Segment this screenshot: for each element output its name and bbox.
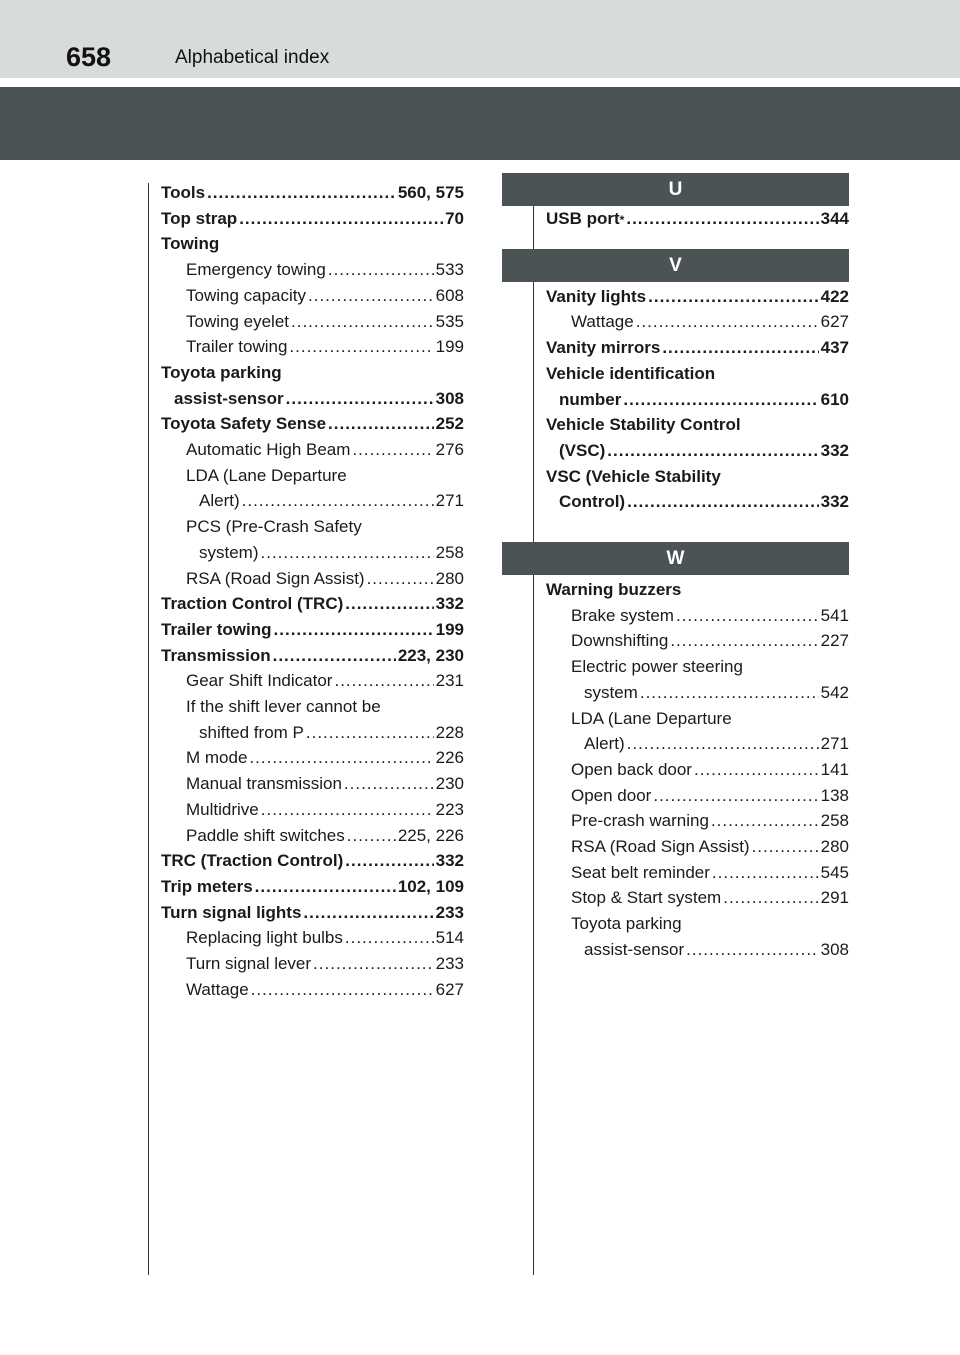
entry-page-ref: 226	[435, 748, 464, 768]
leader-dots	[289, 334, 433, 360]
entry-label: Trailer towing	[161, 619, 272, 639]
entry-label: Electric power steering	[571, 657, 743, 677]
entry-label: Control)	[559, 492, 626, 512]
entry-page-ref: 138	[820, 785, 849, 805]
page-number: 658	[66, 42, 112, 72]
entry-label: Replacing light bulbs	[186, 928, 343, 948]
entry-page-ref: 199	[435, 337, 464, 357]
entry-page-ref: 308	[435, 388, 464, 408]
entry-page-ref: 332	[435, 851, 464, 871]
entry-page-ref: 541	[820, 605, 849, 625]
entry-page-ref: 608	[435, 285, 464, 305]
entry-page-ref: 514	[435, 928, 464, 948]
index-entry	[161, 668, 464, 694]
entry-label: Paddle shift switches	[186, 825, 345, 845]
leader-dots	[712, 860, 819, 886]
leader-dots	[242, 488, 434, 514]
entry-label: PCS (Pre-Crash Safety	[186, 517, 362, 537]
entry-label: Automatic High Beam	[186, 440, 351, 460]
index-entry	[161, 745, 464, 771]
index-entry	[161, 694, 464, 720]
entry-label: system	[584, 682, 638, 702]
index-entry	[546, 834, 849, 860]
entry-page-ref: 332	[435, 594, 464, 614]
leader-dots	[676, 603, 819, 629]
entry-label: Toyota parking	[161, 362, 282, 382]
leader-dots	[694, 757, 819, 783]
index-entry	[161, 386, 464, 412]
index-entry	[161, 848, 464, 874]
index-entry	[546, 680, 849, 706]
entry-page-ref: 228	[435, 722, 464, 742]
leader-dots	[352, 437, 433, 463]
index-entry	[546, 731, 849, 757]
entry-label: Wattage	[186, 979, 249, 999]
entry-label: Toyota parking	[571, 914, 682, 934]
entry-label: shifted from P	[199, 722, 304, 742]
index-entry	[161, 309, 464, 335]
entry-page-ref: 258	[820, 811, 849, 831]
index-entry	[546, 654, 849, 680]
leader-dots	[686, 937, 818, 963]
leader-dots	[291, 309, 434, 335]
index-column-right	[546, 180, 849, 963]
index-entry	[161, 977, 464, 1003]
entry-label: assist-sensor	[174, 388, 284, 408]
section-v-entries	[546, 284, 849, 515]
entry-page-ref: 610	[820, 389, 849, 409]
entry-page-ref: 437	[820, 338, 849, 358]
leader-dots	[249, 745, 433, 771]
entry-page-ref: 332	[820, 440, 849, 460]
index-entry	[161, 360, 464, 386]
index-entry	[161, 771, 464, 797]
entry-label: VSC (Vehicle Stability	[546, 466, 721, 486]
entry-label: Emergency towing	[186, 260, 326, 280]
leader-dots	[274, 617, 434, 643]
entry-page-ref: 252	[435, 414, 464, 434]
leader-dots	[306, 720, 434, 746]
entry-label: Traction Control (TRC)	[161, 594, 344, 614]
index-entry	[546, 489, 849, 515]
index-entry	[546, 706, 849, 732]
entry-label: RSA (Road Sign Assist)	[571, 837, 750, 857]
leader-dots	[345, 925, 434, 951]
index-entry	[161, 257, 464, 283]
index-entry	[161, 206, 464, 232]
index-entry	[546, 577, 849, 603]
entry-label: Manual transmission	[186, 774, 342, 794]
entry-page-ref: 276	[435, 440, 464, 460]
index-entry	[546, 464, 849, 490]
leader-dots	[711, 808, 819, 834]
entry-page-ref: 344	[820, 209, 849, 228]
index-entry	[161, 437, 464, 463]
index-entry	[546, 885, 849, 911]
leader-dots	[623, 387, 818, 413]
leader-dots	[308, 283, 434, 309]
index-entry	[161, 334, 464, 360]
entry-label: LDA (Lane Departure	[186, 465, 347, 485]
index-entry	[161, 720, 464, 746]
entry-page-ref: 70	[445, 208, 464, 228]
leader-dots	[345, 591, 433, 617]
leader-dots	[344, 771, 434, 797]
leader-dots	[345, 848, 433, 874]
leader-dots	[251, 977, 434, 1003]
entry-page-ref: 231	[435, 671, 464, 691]
entry-page-ref: 560, 575	[397, 183, 464, 202]
entry-label: Vehicle Stability Control	[546, 415, 741, 435]
entry-label: Top strap	[161, 208, 238, 228]
index-entry	[161, 643, 464, 669]
index-entry	[546, 783, 849, 809]
index-entry	[546, 387, 849, 413]
section-u-entries	[546, 206, 849, 232]
entry-label: USB port	[546, 209, 620, 228]
leader-dots	[367, 566, 434, 592]
entry-label: system)	[199, 542, 259, 562]
entry-page-ref: 535	[435, 311, 464, 331]
entry-page-ref: 233	[435, 902, 464, 922]
entry-label: M mode	[186, 748, 248, 768]
entry-page-ref: 627	[820, 312, 849, 332]
entry-page-ref: 271	[435, 491, 464, 511]
index-entry	[161, 283, 464, 309]
entry-page-ref: 308	[820, 939, 849, 959]
entry-page-ref: 542	[820, 682, 849, 702]
leader-dots	[723, 885, 818, 911]
leader-dots	[653, 783, 818, 809]
leader-dots	[640, 680, 819, 706]
entry-label: Multidrive	[186, 799, 259, 819]
entry-label: assist-sensor	[584, 939, 685, 959]
entry-label: Towing capacity	[186, 285, 307, 305]
leader-dots	[648, 284, 818, 310]
entry-label: If the shift lever cannot be	[186, 697, 381, 717]
entry-page-ref: 332	[820, 492, 849, 512]
entry-page-ref: 199	[435, 619, 464, 639]
index-entry	[546, 911, 849, 937]
index-entry	[161, 231, 464, 257]
index-entry	[161, 514, 464, 540]
index-entry	[546, 309, 849, 335]
index-entry	[546, 438, 849, 464]
leader-dots	[286, 386, 434, 412]
entry-label: Wattage	[571, 312, 634, 332]
section-header-u: U	[502, 173, 849, 206]
entry-label: Downshifting	[571, 631, 669, 651]
index-entry	[161, 180, 464, 206]
leader-dots	[239, 206, 443, 232]
index-entry	[161, 925, 464, 951]
entry-label: Pre-crash warning	[571, 811, 709, 831]
entry-label: Seat belt reminder	[571, 862, 710, 882]
leader-dots	[627, 489, 819, 515]
index-entry	[546, 860, 849, 886]
entry-label: Alert)	[584, 734, 625, 754]
leader-dots	[662, 335, 818, 361]
entry-label: Tools	[161, 183, 206, 202]
index-entry	[161, 488, 464, 514]
leader-dots	[303, 900, 433, 926]
index-entry	[161, 823, 464, 849]
entry-page-ref: 227	[820, 631, 849, 651]
index-entry	[546, 603, 849, 629]
entry-page-ref: 141	[820, 759, 849, 779]
entry-label: Gear Shift Indicator	[186, 671, 333, 691]
index-entry	[161, 797, 464, 823]
leader-dots	[261, 797, 434, 823]
left-column-rule	[148, 183, 149, 1275]
entry-label: Turn signal lights	[161, 902, 302, 922]
entry-page-ref: 533	[435, 260, 464, 280]
entry-label: Turn signal lever	[186, 954, 312, 974]
index-entry	[161, 617, 464, 643]
entry-page-ref: 258	[435, 542, 464, 562]
entry-label: Open door	[571, 785, 652, 805]
index-entry	[546, 757, 849, 783]
leader-dots	[670, 628, 818, 654]
entry-page-ref: 230	[435, 774, 464, 794]
entry-label: Vanity mirrors	[546, 338, 661, 358]
leader-dots	[328, 257, 434, 283]
entry-label: TRC (Traction Control)	[161, 851, 344, 871]
index-entry	[546, 412, 849, 438]
entry-label: Towing eyelet	[186, 311, 290, 331]
index-entry	[546, 628, 849, 654]
leader-dots	[626, 206, 818, 232]
entry-label: Brake system	[571, 605, 674, 625]
entry-page-ref: 280	[435, 568, 464, 588]
entry-page-ref: 545	[820, 862, 849, 882]
section-header-w: W	[502, 542, 849, 575]
header-band	[0, 87, 960, 160]
entry-label: (VSC)	[559, 440, 606, 460]
index-entry	[546, 284, 849, 310]
leader-dots	[752, 834, 819, 860]
index-entry	[161, 540, 464, 566]
leader-dots	[607, 438, 818, 464]
entry-page-ref: 233	[435, 954, 464, 974]
entry-page-ref: 627	[435, 979, 464, 999]
entry-label: Vehicle identification	[546, 363, 716, 383]
leader-dots	[207, 180, 396, 206]
right-column-rule	[533, 183, 534, 1275]
entry-page-ref: 271	[820, 734, 849, 754]
leader-dots	[273, 643, 396, 669]
entry-page-ref: 280	[820, 837, 849, 857]
index-entry	[161, 411, 464, 437]
section-header-v: V	[502, 249, 849, 282]
index-column-left	[161, 180, 464, 1003]
index-entry	[161, 566, 464, 592]
index-entry	[161, 874, 464, 900]
entry-page-ref: 223	[435, 799, 464, 819]
page-title: Alphabetical index	[175, 47, 330, 68]
index-entry	[161, 591, 464, 617]
entry-label: Toyota Safety Sense	[161, 414, 327, 434]
entry-page-ref: 225, 226	[397, 825, 464, 845]
leader-dots	[255, 874, 396, 900]
index-entry	[161, 951, 464, 977]
index-entry	[546, 335, 849, 361]
leader-dots	[334, 668, 433, 694]
index-entry	[546, 937, 849, 963]
entry-page-ref: 422	[820, 286, 849, 306]
index-entry	[546, 361, 849, 387]
index-entry	[161, 900, 464, 926]
index-entry	[161, 463, 464, 489]
index-entry: USB port * ..... 344	[546, 206, 849, 232]
entry-label: Open back door	[571, 759, 692, 779]
entry-label: Alert)	[199, 491, 240, 511]
entry-label: number	[559, 389, 622, 409]
entry-label: Stop & Start system	[571, 888, 722, 908]
entry-page-ref: 291	[820, 888, 849, 908]
entry-page-ref: 223, 230	[397, 645, 464, 665]
section-w-entries	[546, 577, 849, 963]
leader-dots	[627, 731, 819, 757]
header-bar	[0, 0, 960, 78]
entry-label: Warning buzzers	[546, 580, 682, 600]
entry-label: Towing	[161, 234, 220, 254]
entry-label: LDA (Lane Departure	[571, 708, 732, 728]
entry-label: Trailer towing	[186, 337, 288, 357]
leader-dots	[328, 411, 434, 437]
entry-label: RSA (Road Sign Assist)	[186, 568, 365, 588]
leader-dots	[347, 823, 396, 849]
entry-label: Vanity lights	[546, 286, 647, 306]
entry-page-ref: 102, 109	[397, 876, 464, 896]
entry-label: Trip meters	[161, 876, 253, 896]
entry-label: Transmission	[161, 645, 271, 665]
leader-dots	[636, 309, 819, 335]
leader-dots	[261, 540, 434, 566]
leader-dots	[313, 951, 434, 977]
index-entry	[546, 808, 849, 834]
